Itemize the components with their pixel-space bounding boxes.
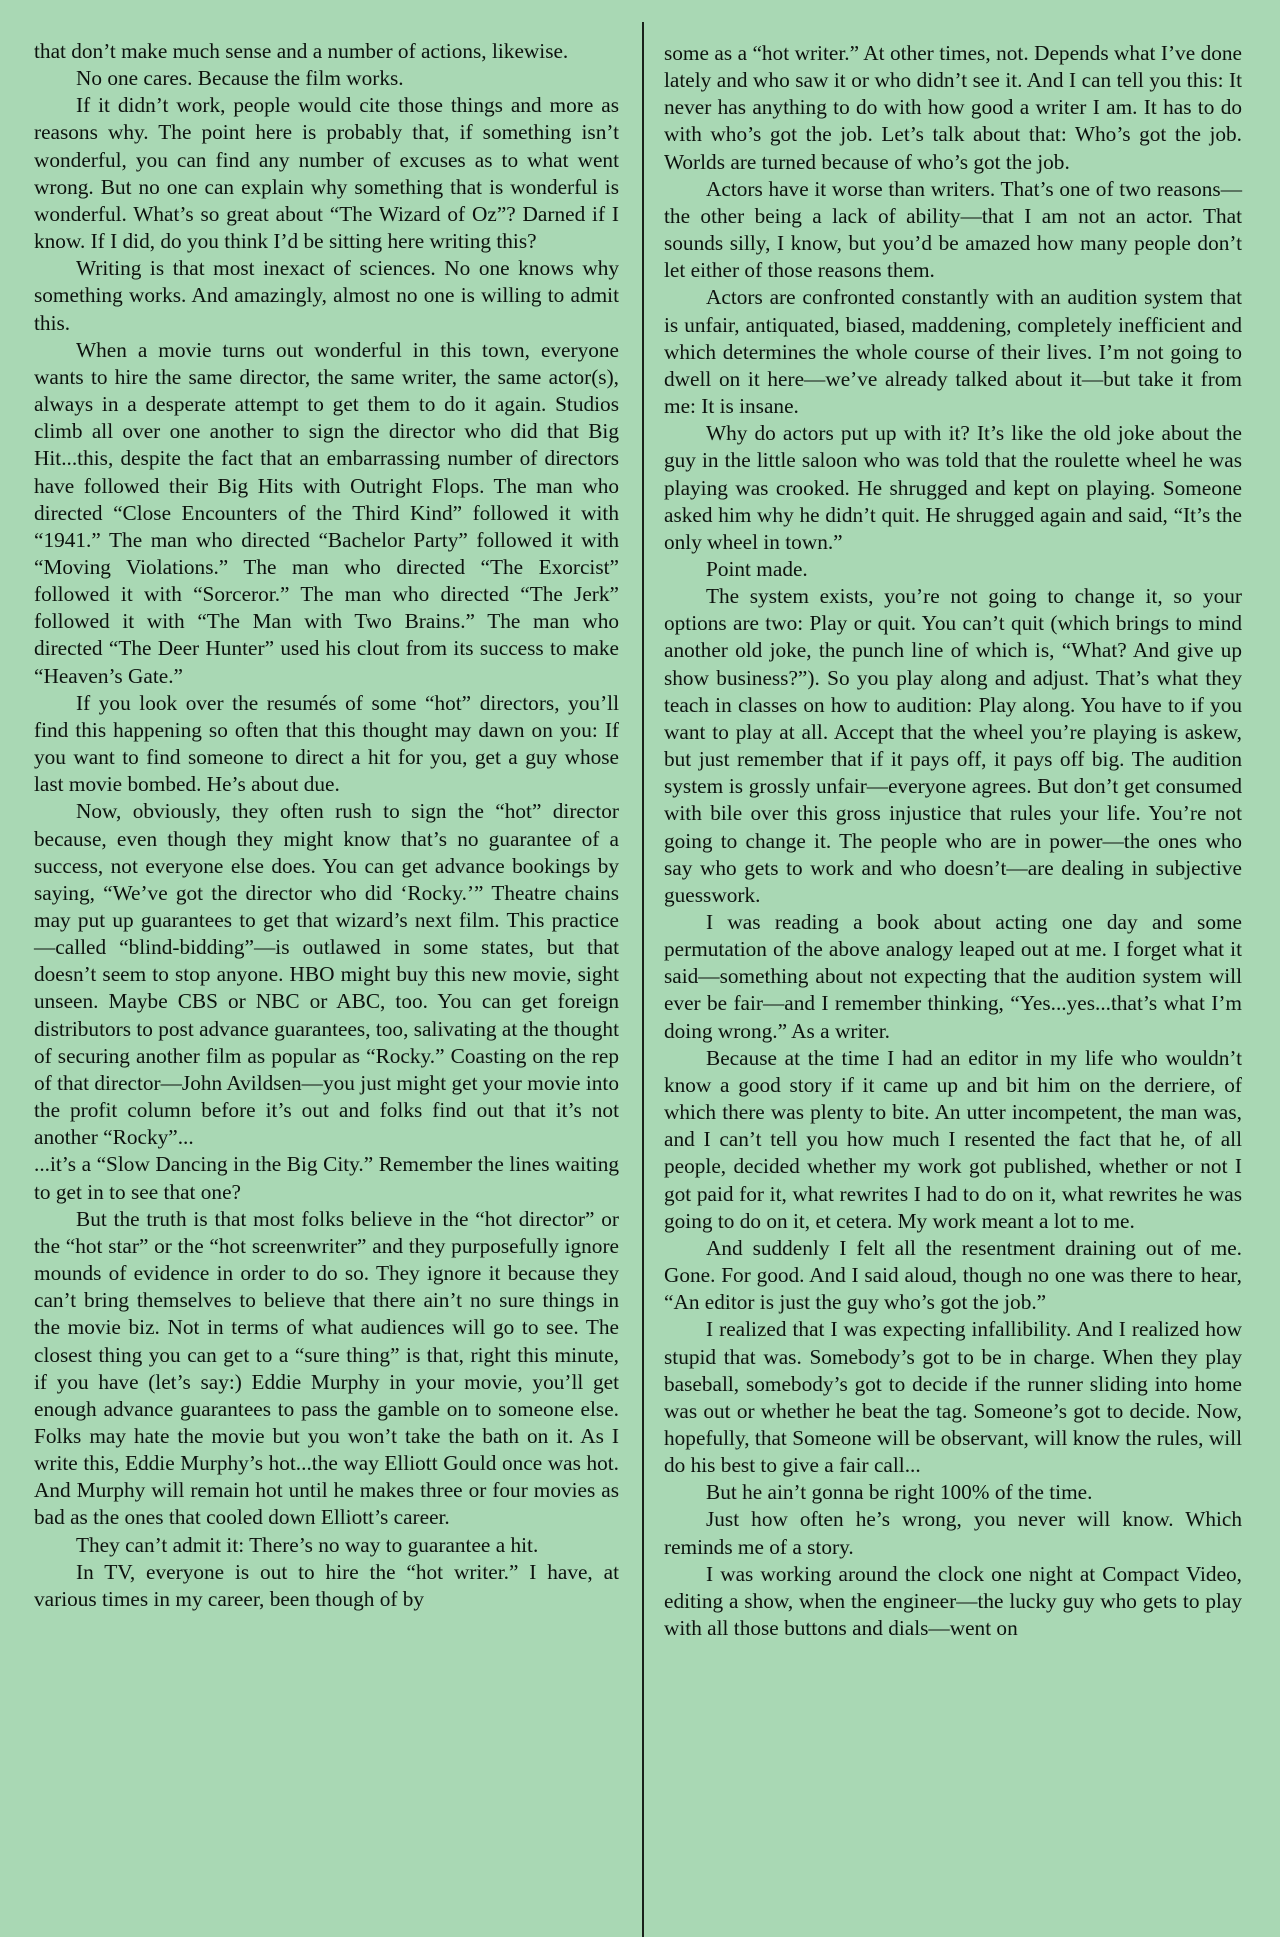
paragraph: Now, obviously, they often rush to sign the “hot” director because, even though they might know that’s no guarantee of a success, not everyone else does. You can get advance bookings by saying, “We’ve got the director who did ‘Rocky.’” Theatre chains may put up guarantees to get that wizard’s next film. This practice—called “blind-bidding”—is outlawed in some states, but that doesn’t seem to stop anyone. HBO might buy this new movie, sight unseen. Maybe CBS or NBC or ABC, too. You can get foreign distributors to post advance guarantees, too, salivating at the thought of securing another film as popular as “Rocky.” Coasting on the rep of that director—John Avildsen—you just might get your movie into the profit column before it’s out and folks find out that it’s not another “Rocky”... [34, 799, 619, 1150]
paragraph: They can’t admit it: There’s no way to guarantee a hit. [76, 1532, 539, 1557]
paragraph: Writing is that most inexact of sciences. No one knows why something works. And amazingly, almost no one is willing to admit this. [34, 256, 619, 335]
paragraph: I was working around the clock one night at Compact Video, editing a show, when the engineer—the lucky guy who gets to play with all those buttons and dials—went on [664, 1561, 1242, 1641]
paragraph: Actors are confronted constantly with an audition system that is unfair, antiquated, biased, maddening, completely inefficient and which determines the whole course of their lives. I’m not going to dwell on it here—we’ve already talked about it—but take it from me: It is insane. [664, 285, 1242, 419]
paragraph: I was reading a book about acting one day and some permutation of the above analogy leaped out at me. I forget what it said—something about not expecting that the audition system will ever be fair—and I remember thinking, “Yes...yes...that’s what I’m doing wrong.” As a writer. [664, 910, 1242, 1043]
left-column [34, 38, 619, 1613]
paragraph: In TV, everyone is out to hire the “hot writer.” I have, at various times in my career, been though of by [34, 1559, 619, 1611]
paragraph: some as a “hot writer.” At other times, not. Depends what I’ve done lately and who saw it or who didn’t see it. And I can tell you this: It never has anything to do with how good a writer I am. It has to do with who’s got the job. Let’s talk about that: Who’s got the job. Worlds are turned because of who’s got the job. [664, 41, 1242, 174]
paragraph: And suddenly I felt all the resentment draining out of me. Gone. For good. And I said aloud, though no one was there to hear, “An editor is just the guy who’s got the job.” [664, 1235, 1242, 1315]
paragraph: If you look over the resumés of some “hot” directors, you’ll find this happening so often that this thought may dawn on you: If you want to find someone to direct a hit for you, get a guy whose last movie bombed. He’s about due. [34, 690, 619, 797]
right-column [664, 40, 1242, 1642]
column-divider [642, 22, 644, 1937]
paragraph: But he ain’t gonna be right 100% of the time. [706, 1480, 1093, 1505]
paragraph: But the truth is that most folks believe in the “hot director” or the “hot star” or the “hot screenwriter” and they purposefully ignore mounds of evidence in order to do so. They ignore it because they can’t bring themselves to believe that there ain’t no sure things in the movie biz. Not in terms of what audiences will go to see. The closest thing you can get to a “sure thing” is that, right this minute, if you have (let’s say:) Eddie Murphy in your movie, you’ll get enough advance guarantees to pass the gamble on to someone else. Folks may hate the movie but you won’t take the bath on it. As I write this, Eddie Murphy’s hot...the way Elliott Gould once was hot. And Murphy will remain hot until he makes three or four movies as bad as the ones that cooled down Elliott’s career. [34, 1206, 619, 1530]
paragraph: If it didn’t work, people would cite those things and more as reasons why. The point here is probably that, if something isn’t wonderful, you can find any number of excuses as to what went wrong. But no one can explain why something that is wonderful is wonderful. What’s so great about “The Wizard of Oz”? Darned if I know. If I did, do you think I’d be sitting here writing this? [34, 93, 619, 254]
paragraph: The system exists, you’re not going to change it, so your options are two: Play or quit. You can’t quit (which brings to mind another old joke, the punch line of which is, “What? And give up show business?”). So you play along and adjust. That’s what they teach in classes on how to audition: Play along. You have to if you want to play at all. Accept that the wheel you’re playing is askew, but just remember that if it pays off, it pays off big. The audition system is grossly unfair—everyone agrees. But don’t get consumed with bile over this gross injustice that rules your life. You’re not going to change it. The people who are in power—the ones who say who gets to work and who doesn’t—are dealing in subjective guesswork. [664, 584, 1242, 907]
paragraph: Because at the time I had an editor in my life who wouldn’t know a good story if it came up and bit him on the derriere, of which there was plenty to bite. An utter incompetent, the man was, and I can’t tell you how much I resented the fact that he, of all people, decided whether my work got published, whether or not I got paid for it, what rewrites I had to do on it, what rewrites he was going to do on it, et cetera. My work meant a lot to me. [664, 1045, 1242, 1233]
paragraph: Just how often he’s wrong, you never will know. Which reminds me of a story. [664, 1507, 1242, 1559]
paragraph: Actors have it worse than writers. That’s one of two reasons—the other being a lack of ability—that I am not an actor. That sounds silly, I know, but you’d be amazed how many people don’t let either of those reasons them. [664, 176, 1242, 283]
paragraph: that don’t make much sense and a number of actions, likewise. [34, 39, 569, 63]
paragraph: No one cares. Because the film works. [76, 66, 404, 91]
paragraph: Point made. [706, 556, 808, 581]
paragraph: I realized that I was expecting infallibility. And I realized how stupid that was. Somebody’s got to be in charge. When they play baseball, somebody’s got to decide if the runner sliding into home was out or whether he beat the tag. Someone’s got to decide. Now, hopefully, that Someone will be observant, will know the rules, will do his best to give a fair call... [664, 1317, 1242, 1478]
paragraph: ...it’s a “Slow Dancing in the Big City.” Remember the lines waiting to get in to see that one? [34, 1152, 619, 1204]
paragraph: When a movie turns out wonderful in this town, everyone wants to hire the same director, the same writer, the same actor(s), always in a desperate attempt to get them to do it again. Studios climb all over one another to sign the director who did that Big Hit...this, despite the fact that an embarrassing number of directors have followed their Big Hits with Outright Flops. The man who directed “Close Encounters of the Third Kind” followed it with “1941.” The man who directed “Bachelor Party” followed it with “Moving Violations.” The man who directed “The Exorcist” followed it with “Sorceror.” The man who directed “The Jerk” followed it with “The Man with Two Brains.” The man who directed “The Deer Hunter” used his clout from its success to make “Heaven’s Gate.” [34, 337, 619, 688]
paragraph: Why do actors put up with it? It’s like the old joke about the guy in the little saloon who was told that the roulette wheel he was playing was crooked. He shrugged and kept on playing. Someone asked him why he didn’t quit. He shrugged again and said, “It’s the only wheel in town.” [664, 421, 1242, 554]
